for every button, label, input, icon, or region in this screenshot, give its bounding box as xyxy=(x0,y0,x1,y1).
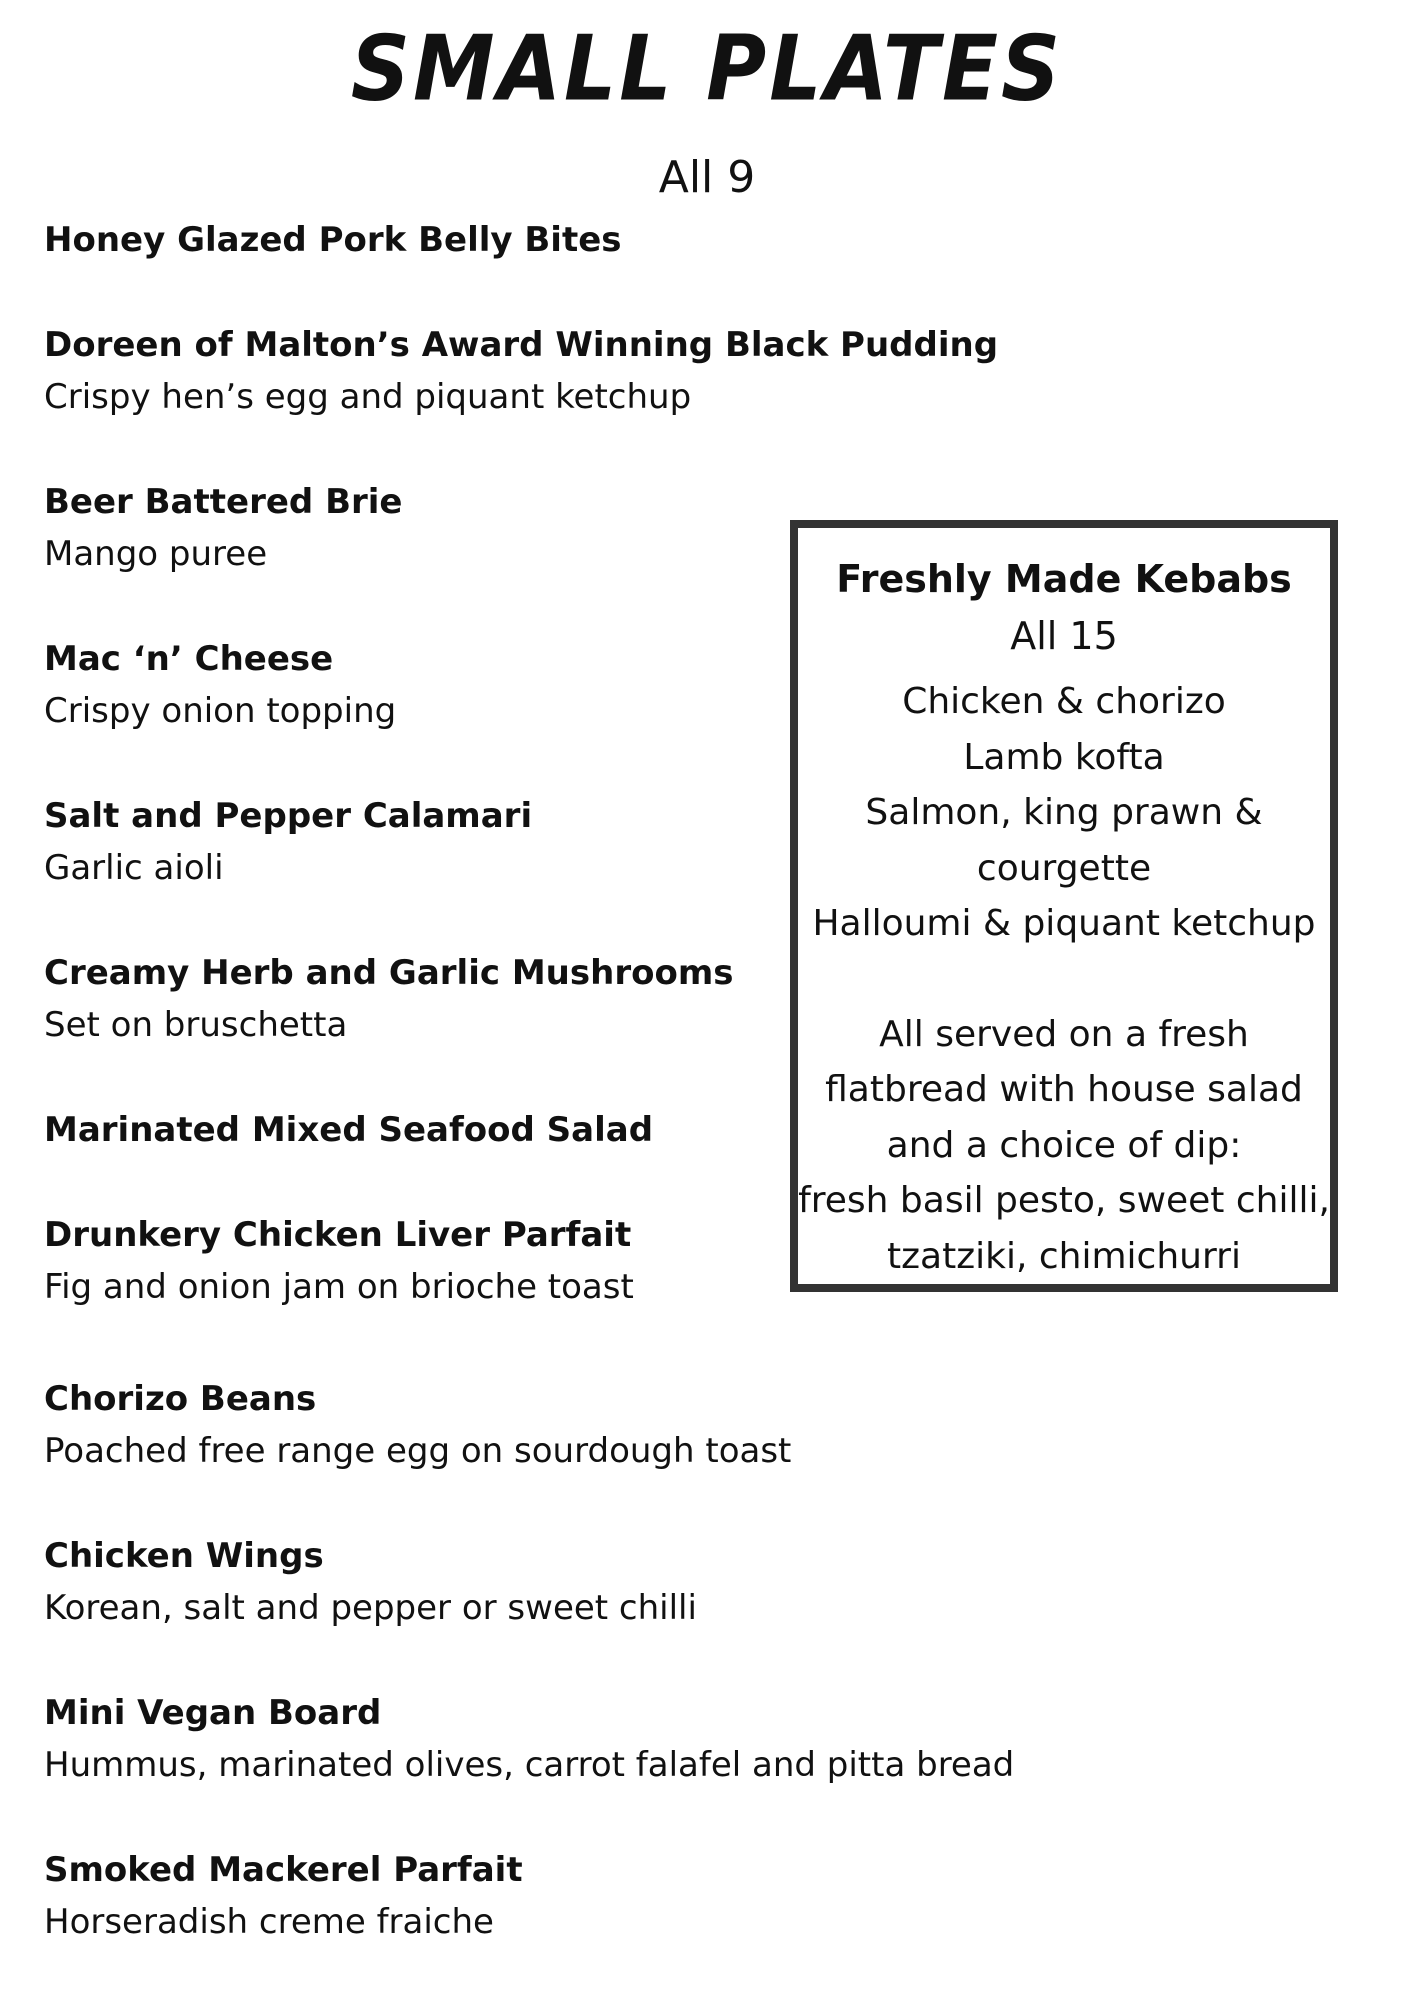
kebab-option: Lamb kofta xyxy=(963,736,1165,778)
kebab-options xyxy=(798,674,1330,952)
menu-item xyxy=(44,1844,1044,1948)
kebabs-box xyxy=(790,520,1338,1292)
small-plates-price: All 9 xyxy=(658,152,756,203)
menu-title: SMALL PLATES xyxy=(350,17,1064,122)
kebab-note-line: All served on a fresh xyxy=(879,1013,1249,1055)
dish-name: Salt and Pepper Calamari xyxy=(44,796,533,836)
dish-description: Set on bruschetta xyxy=(44,1005,348,1045)
menu-item xyxy=(44,1530,1044,1634)
dish-description: Hummus, marinated olives, carrot falafel and pitta bread xyxy=(44,1745,1015,1785)
kebab-note-line: fresh basil pesto, sweet chilli, xyxy=(798,1180,1330,1221)
menu-item xyxy=(44,1373,1044,1477)
dish-name: Chicken Wings xyxy=(44,1536,324,1576)
dish-description: Poached free range egg on sourdough toast xyxy=(44,1431,792,1471)
dish-name: Drunkery Chicken Liver Parfait xyxy=(44,1215,632,1255)
dish-description: Horseradish creme fraiche xyxy=(44,1902,494,1942)
kebab-note-line: tzatziki, chimichurri xyxy=(887,1235,1241,1277)
dish-description: Korean, salt and pepper or sweet chilli xyxy=(44,1588,697,1628)
dish-description: Crispy onion topping xyxy=(44,691,397,731)
dish-name: Creamy Herb and Garlic Mushrooms xyxy=(44,953,734,993)
kebabs-price: All 15 xyxy=(1010,614,1118,658)
dish-name: Chorizo Beans xyxy=(44,1379,317,1419)
menu-item xyxy=(44,319,1044,423)
kebab-option: Chicken & chorizo xyxy=(902,681,1226,722)
menu-item xyxy=(44,1687,1044,1791)
kebab-option: courgette xyxy=(976,847,1152,889)
kebab-note-line: and a choice of dip: xyxy=(886,1124,1242,1166)
kebab-note-line: flatbread with house salad xyxy=(825,1069,1303,1110)
menu-item xyxy=(44,214,1044,266)
dish-name: Doreen of Malton’s Award Winning Black Pudding xyxy=(44,325,999,365)
dish-description: Garlic aioli xyxy=(44,848,224,888)
kebab-option: Halloumi & piquant ketchup xyxy=(812,903,1316,944)
dish-name: Marinated Mixed Seafood Salad xyxy=(44,1110,654,1150)
dish-description: Crispy hen’s egg and piquant ketchup xyxy=(44,377,692,417)
dish-name: Beer Battered Brie xyxy=(44,482,403,522)
dish-name: Smoked Mackerel Parfait xyxy=(44,1850,523,1890)
kebab-option: Salmon, king prawn & xyxy=(865,792,1263,833)
dish-description: Fig and onion jam on brioche toast xyxy=(44,1267,634,1307)
kebabs-title: Freshly Made Kebabs xyxy=(836,557,1292,601)
dish-name: Mac ‘n’ Cheese xyxy=(44,639,334,679)
dish-description: Mango puree xyxy=(44,534,268,574)
kebab-serving-note xyxy=(798,1007,1330,1285)
dish-name: Mini Vegan Board xyxy=(44,1693,382,1733)
dish-name: Honey Glazed Pork Belly Bites xyxy=(44,220,622,260)
